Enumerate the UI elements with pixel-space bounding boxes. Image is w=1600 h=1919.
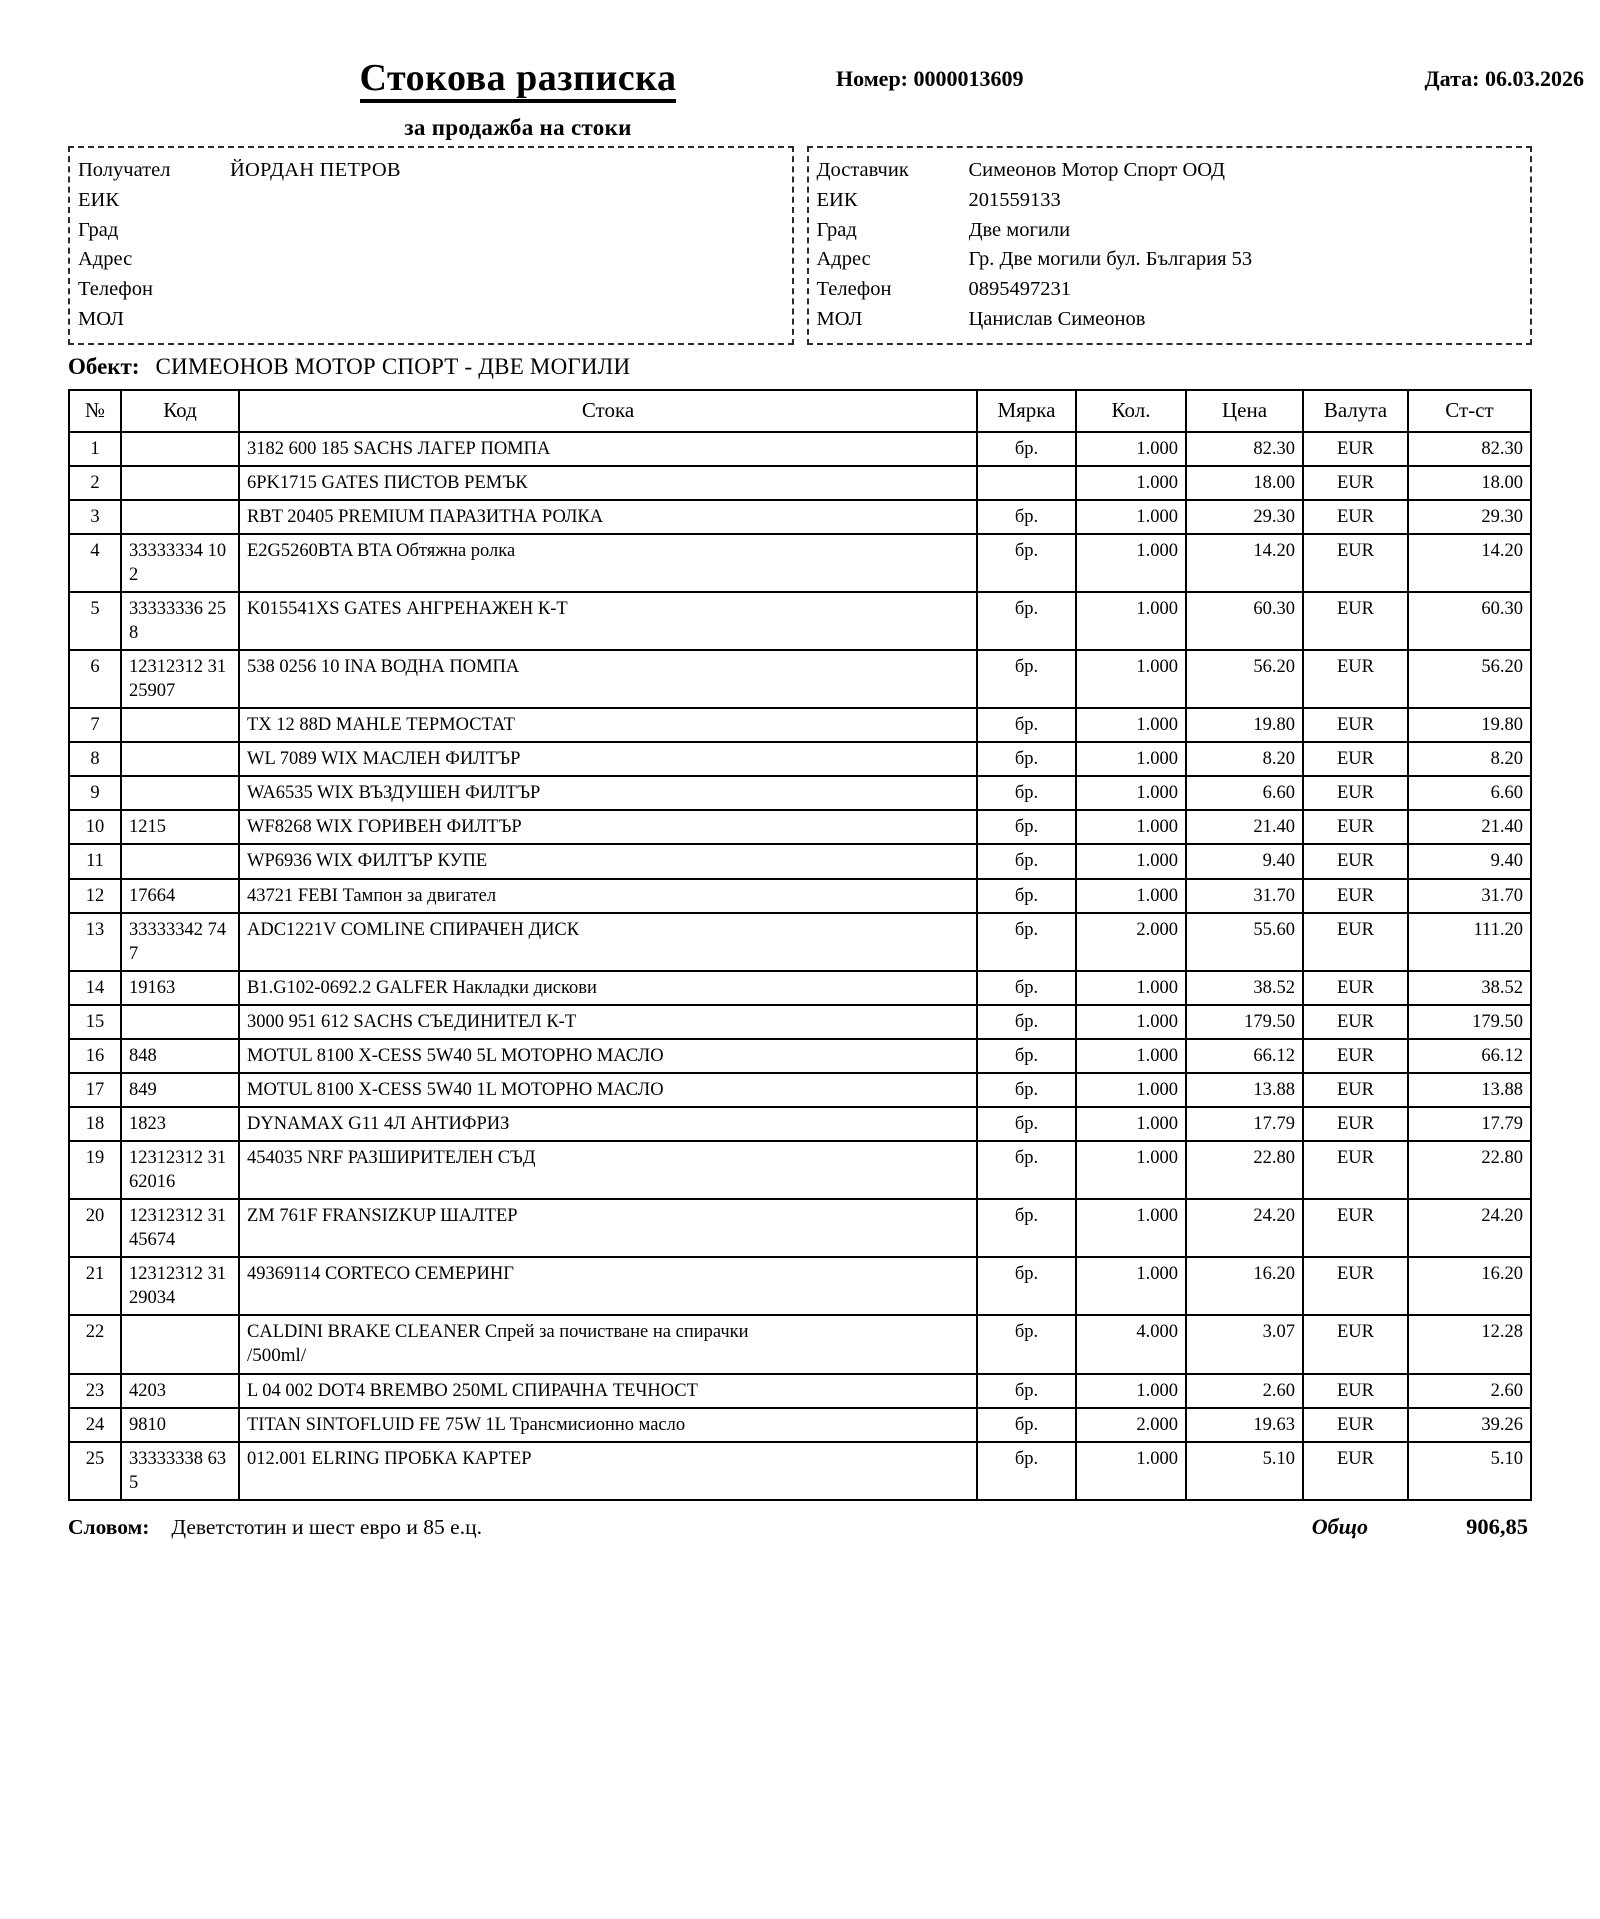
cell-unit: бр. <box>977 650 1076 708</box>
cell-total: 29.30 <box>1408 500 1531 534</box>
cell-total: 24.20 <box>1408 1199 1531 1257</box>
cell-quantity: 1.000 <box>1076 432 1186 466</box>
cell-price: 29.30 <box>1186 500 1303 534</box>
cell-quantity: 1.000 <box>1076 1442 1186 1500</box>
cell-price: 55.60 <box>1186 913 1303 971</box>
supplier-field-eik <box>817 186 1525 216</box>
cell-currency: EUR <box>1303 466 1408 500</box>
recipient-field-city <box>78 216 786 246</box>
cell-price: 17.79 <box>1186 1107 1303 1141</box>
table-row <box>69 913 1531 971</box>
amount-in-words-label: Словом: <box>68 1515 150 1540</box>
recipient-field-name <box>78 156 786 186</box>
supplier-name-value: Симеонов Мотор Спорт ООД <box>968 159 1226 181</box>
cell-quantity: 2.000 <box>1076 913 1186 971</box>
col-header-qty: Кол. <box>1076 390 1186 432</box>
cell-currency: EUR <box>1303 1039 1408 1073</box>
cell-total: 5.10 <box>1408 1442 1531 1500</box>
cell-total: 6.60 <box>1408 776 1531 810</box>
table-row <box>69 844 1531 878</box>
cell-code: 12312312 3129034 <box>121 1257 239 1315</box>
cell-unit: бр. <box>977 432 1076 466</box>
cell-code <box>121 844 239 878</box>
recipient-mol-label: МОЛ <box>78 308 124 331</box>
cell-code: 12312312 3125907 <box>121 650 239 708</box>
cell-goods: 454035 NRF РАЗШИРИТЕЛЕН СЪД <box>239 1141 977 1199</box>
table-row <box>69 810 1531 844</box>
cell-quantity: 1.000 <box>1076 1374 1186 1408</box>
cell-code: 33333334 102 <box>121 534 239 592</box>
cell-quantity: 1.000 <box>1076 1073 1186 1107</box>
title-block <box>238 58 798 141</box>
cell-unit: бр. <box>977 1199 1076 1257</box>
cell-unit: бр. <box>977 1107 1076 1141</box>
table-row <box>69 432 1531 466</box>
cell-quantity: 2.000 <box>1076 1408 1186 1442</box>
cell-quantity: 1.000 <box>1076 776 1186 810</box>
cell-price: 66.12 <box>1186 1039 1303 1073</box>
cell-goods: CALDINI BRAKE CLEANER Спрей за почистване на спирачки /500ml/ <box>239 1315 977 1374</box>
cell-price: 19.80 <box>1186 708 1303 742</box>
cell-price: 13.88 <box>1186 1073 1303 1107</box>
cell-code: 12312312 3145674 <box>121 1199 239 1257</box>
table-row <box>69 971 1531 1005</box>
cell-total: 60.30 <box>1408 592 1531 650</box>
recipient-field-address <box>78 245 786 275</box>
cell-price: 179.50 <box>1186 1005 1303 1039</box>
cell-unit: бр. <box>977 913 1076 971</box>
cell-quantity: 1.000 <box>1076 1141 1186 1199</box>
document-header <box>68 0 1584 141</box>
cell-no: 19 <box>69 1141 121 1199</box>
cell-code: 1823 <box>121 1107 239 1141</box>
cell-code: 33333342 747 <box>121 913 239 971</box>
col-header-currency: Валута <box>1303 390 1408 432</box>
cell-total: 14.20 <box>1408 534 1531 592</box>
cell-currency: EUR <box>1303 1315 1408 1374</box>
cell-price: 38.52 <box>1186 971 1303 1005</box>
table-row <box>69 1199 1531 1257</box>
object-label: Обект: <box>68 353 140 379</box>
cell-unit: бр. <box>977 534 1076 592</box>
cell-currency: EUR <box>1303 1141 1408 1199</box>
cell-quantity: 1.000 <box>1076 1005 1186 1039</box>
cell-quantity: 1.000 <box>1076 844 1186 878</box>
cell-currency: EUR <box>1303 913 1408 971</box>
cell-goods: ZM 761F FRANSIZKUP ШАЛТЕР <box>239 1199 977 1257</box>
table-row <box>69 776 1531 810</box>
cell-goods: E2G5260BTA BTA Обтяжна ролка <box>239 534 977 592</box>
cell-goods: 3182 600 185 SACHS ЛАГЕР ПОМПА <box>239 432 977 466</box>
supplier-address-label: Адрес <box>816 248 871 271</box>
cell-price: 21.40 <box>1186 810 1303 844</box>
recipient-box <box>68 146 794 345</box>
cell-unit: бр. <box>977 1005 1076 1039</box>
cell-goods: 6PK1715 GATES ПИСТОВ РЕМЪК <box>239 466 977 500</box>
cell-goods: L 04 002 DOT4 BREMBO 250ML СПИРАЧНА ТЕЧНОСТ <box>239 1374 977 1408</box>
cell-goods: WP6936 WIX ФИЛТЪР КУПЕ <box>239 844 977 878</box>
cell-no: 23 <box>69 1374 121 1408</box>
cell-code: 848 <box>121 1039 239 1073</box>
document-number-value: 0000013609 <box>913 66 1024 91</box>
cell-price: 9.40 <box>1186 844 1303 878</box>
cell-unit: бр. <box>977 1374 1076 1408</box>
recipient-field-phone <box>78 275 786 305</box>
table-row <box>69 500 1531 534</box>
cell-goods: WL 7089 WIX МАСЛЕН ФИЛТЪР <box>239 742 977 776</box>
cell-currency: EUR <box>1303 534 1408 592</box>
table-row <box>69 650 1531 708</box>
cell-unit: бр. <box>977 1141 1076 1199</box>
cell-total: 21.40 <box>1408 810 1531 844</box>
cell-goods: 43721 FEBI Тампон за двигател <box>239 879 977 913</box>
cell-code <box>121 466 239 500</box>
cell-code <box>121 776 239 810</box>
cell-code: 849 <box>121 1073 239 1107</box>
items-table-body <box>69 432 1531 1500</box>
recipient-address-label: Адрес <box>78 248 133 271</box>
amount-in-words-value: Деветстотин и шест евро и 85 е.ц. <box>171 1515 482 1540</box>
cell-no: 5 <box>69 592 121 650</box>
cell-no: 18 <box>69 1107 121 1141</box>
cell-currency: EUR <box>1303 879 1408 913</box>
object-value: СИМЕОНОВ МОТОР СПОРТ - ДВЕ МОГИЛИ <box>155 353 631 379</box>
supplier-field-city <box>817 216 1525 246</box>
cell-goods-line2: /500ml/ <box>247 1345 307 1367</box>
cell-currency: EUR <box>1303 1257 1408 1315</box>
cell-currency: EUR <box>1303 1374 1408 1408</box>
supplier-box <box>807 146 1533 345</box>
cell-price: 16.20 <box>1186 1257 1303 1315</box>
cell-no: 16 <box>69 1039 121 1073</box>
cell-price: 6.60 <box>1186 776 1303 810</box>
cell-price: 22.80 <box>1186 1141 1303 1199</box>
cell-no: 6 <box>69 650 121 708</box>
cell-currency: EUR <box>1303 810 1408 844</box>
recipient-city-value <box>230 216 786 246</box>
cell-total: 2.60 <box>1408 1374 1531 1408</box>
cell-unit <box>977 466 1076 500</box>
cell-price: 14.20 <box>1186 534 1303 592</box>
recipient-field-eik <box>78 186 786 216</box>
cell-unit: бр. <box>977 1073 1076 1107</box>
supplier-eik-value: 201559133 <box>968 188 1061 211</box>
cell-no: 24 <box>69 1408 121 1442</box>
cell-no: 1 <box>69 432 121 466</box>
table-row <box>69 1073 1531 1107</box>
cell-price: 56.20 <box>1186 650 1303 708</box>
cell-total: 16.20 <box>1408 1257 1531 1315</box>
document-number <box>836 66 1024 92</box>
cell-unit: бр. <box>977 708 1076 742</box>
cell-unit: бр. <box>977 1442 1076 1500</box>
cell-no: 4 <box>69 534 121 592</box>
cell-total: 17.79 <box>1408 1107 1531 1141</box>
document-date-value: 06.03.2026 <box>1485 66 1584 91</box>
cell-unit: бр. <box>977 971 1076 1005</box>
cell-price: 5.10 <box>1186 1442 1303 1500</box>
items-header-row <box>69 390 1531 432</box>
cell-currency: EUR <box>1303 1442 1408 1500</box>
cell-code <box>121 708 239 742</box>
supplier-eik-label: ЕИК <box>816 188 858 211</box>
cell-currency: EUR <box>1303 650 1408 708</box>
cell-code <box>121 500 239 534</box>
cell-unit: бр. <box>977 879 1076 913</box>
cell-unit: бр. <box>977 742 1076 776</box>
cell-code: 12312312 3162016 <box>121 1141 239 1199</box>
supplier-mol-label: МОЛ <box>816 308 863 331</box>
cell-unit: бр. <box>977 1408 1076 1442</box>
cell-code: 17664 <box>121 879 239 913</box>
cell-currency: EUR <box>1303 708 1408 742</box>
cell-no: 25 <box>69 1442 121 1500</box>
cell-quantity: 1.000 <box>1076 500 1186 534</box>
cell-currency: EUR <box>1303 1073 1408 1107</box>
cell-total: 8.20 <box>1408 742 1531 776</box>
cell-quantity: 1.000 <box>1076 534 1186 592</box>
cell-no: 8 <box>69 742 121 776</box>
cell-price: 18.00 <box>1186 466 1303 500</box>
grand-total-label: Общо <box>1311 1514 1368 1540</box>
cell-quantity: 1.000 <box>1076 592 1186 650</box>
party-info-section <box>68 146 1532 345</box>
cell-price: 31.70 <box>1186 879 1303 913</box>
table-row <box>69 1107 1531 1141</box>
table-row <box>69 708 1531 742</box>
cell-code: 19163 <box>121 971 239 1005</box>
cell-no: 14 <box>69 971 121 1005</box>
cell-currency: EUR <box>1303 432 1408 466</box>
cell-total: 31.70 <box>1408 879 1531 913</box>
recipient-phone-value <box>230 275 786 305</box>
col-header-total: Ст-ст <box>1408 390 1531 432</box>
cell-currency: EUR <box>1303 776 1408 810</box>
items-table-head <box>69 390 1531 432</box>
page-title: Стокова разписка <box>360 58 677 103</box>
col-header-goods: Стока <box>239 390 977 432</box>
cell-currency: EUR <box>1303 500 1408 534</box>
cell-no: 7 <box>69 708 121 742</box>
table-row <box>69 1374 1531 1408</box>
cell-no: 11 <box>69 844 121 878</box>
cell-code <box>121 1315 239 1374</box>
cell-no: 15 <box>69 1005 121 1039</box>
table-row <box>69 1315 1531 1374</box>
cell-currency: EUR <box>1303 592 1408 650</box>
table-row <box>69 879 1531 913</box>
cell-no: 12 <box>69 879 121 913</box>
cell-goods: 49369114 CORTECO СЕМЕРИНГ <box>239 1257 977 1315</box>
cell-total: 66.12 <box>1408 1039 1531 1073</box>
table-row <box>69 534 1531 592</box>
cell-goods: WA6535 WIX ВЪЗДУШЕН ФИЛТЪР <box>239 776 977 810</box>
object-line <box>68 354 1532 380</box>
cell-quantity: 1.000 <box>1076 708 1186 742</box>
cell-currency: EUR <box>1303 1107 1408 1141</box>
recipient-field-mol <box>78 305 786 335</box>
cell-unit: бр. <box>977 1315 1076 1374</box>
cell-goods: WF8268 WIX ГОРИВЕН ФИЛТЪР <box>239 810 977 844</box>
document-meta <box>808 66 1598 92</box>
cell-no: 17 <box>69 1073 121 1107</box>
recipient-phone-label: Телефон <box>78 278 153 301</box>
cell-goods: B1.G102-0692.2 GALFER Накладки дискови <box>239 971 977 1005</box>
cell-goods: 012.001 ELRING ПРОБКА КАРТЕР <box>239 1442 977 1500</box>
cell-quantity: 1.000 <box>1076 879 1186 913</box>
recipient-eik-label: ЕИК <box>78 188 119 211</box>
col-header-price: Цена <box>1186 390 1303 432</box>
cell-quantity: 1.000 <box>1076 971 1186 1005</box>
cell-total: 56.20 <box>1408 650 1531 708</box>
col-header-no: № <box>69 390 121 432</box>
supplier-phone-value: 0895497231 <box>968 278 1071 301</box>
cell-quantity: 1.000 <box>1076 1039 1186 1073</box>
cell-total: 111.20 <box>1408 913 1531 971</box>
cell-price: 8.20 <box>1186 742 1303 776</box>
cell-no: 13 <box>69 913 121 971</box>
cell-total: 38.52 <box>1408 971 1531 1005</box>
cell-total: 82.30 <box>1408 432 1531 466</box>
cell-quantity: 1.000 <box>1076 742 1186 776</box>
cell-unit: бр. <box>977 1257 1076 1315</box>
cell-code: 9810 <box>121 1408 239 1442</box>
cell-unit: бр. <box>977 844 1076 878</box>
cell-price: 24.20 <box>1186 1199 1303 1257</box>
cell-price: 19.63 <box>1186 1408 1303 1442</box>
supplier-city-value: Две могили <box>968 218 1071 241</box>
cell-code: 4203 <box>121 1374 239 1408</box>
cell-total: 39.26 <box>1408 1408 1531 1442</box>
cell-total: 19.80 <box>1408 708 1531 742</box>
cell-quantity: 1.000 <box>1076 1107 1186 1141</box>
supplier-field-mol <box>817 305 1525 335</box>
table-row <box>69 1257 1531 1315</box>
cell-unit: бр. <box>977 776 1076 810</box>
cell-code <box>121 1005 239 1039</box>
recipient-city-label: Град <box>78 218 119 241</box>
cell-no: 10 <box>69 810 121 844</box>
cell-unit: бр. <box>977 500 1076 534</box>
supplier-mol-value: Цанислав Симеонов <box>968 308 1146 331</box>
cell-code <box>121 742 239 776</box>
cell-goods: TITAN SINTOFLUID FE 75W 1L Трансмисионно масло <box>239 1408 977 1442</box>
col-header-code: Код <box>121 390 239 432</box>
cell-goods: TX 12 88D MAHLE ТЕРМОСТАТ <box>239 708 977 742</box>
cell-price: 3.07 <box>1186 1315 1303 1374</box>
supplier-field-phone <box>817 275 1525 305</box>
recipient-mol-value <box>230 305 786 335</box>
document-date <box>1425 66 1584 92</box>
cell-no: 9 <box>69 776 121 810</box>
table-row <box>69 1005 1531 1039</box>
supplier-name-label: Доставчик <box>816 159 909 181</box>
cell-quantity: 4.000 <box>1076 1315 1186 1374</box>
cell-goods: K015541XS GATES АНГРЕНАЖЕН К-Т <box>239 592 977 650</box>
document-date-label: Дата: <box>1424 66 1480 91</box>
cell-quantity: 1.000 <box>1076 810 1186 844</box>
cell-total: 22.80 <box>1408 1141 1531 1199</box>
cell-goods: DYNAMAX G11 4Л АНТИФРИЗ <box>239 1107 977 1141</box>
recipient-name-label: Получател <box>78 159 171 181</box>
cell-code: 33333336 258 <box>121 592 239 650</box>
cell-total: 18.00 <box>1408 466 1531 500</box>
cell-goods: 538 0256 10 INA ВОДНА ПОМПА <box>239 650 977 708</box>
cell-currency: EUR <box>1303 1408 1408 1442</box>
cell-no: 2 <box>69 466 121 500</box>
cell-unit: бр. <box>977 592 1076 650</box>
cell-currency: EUR <box>1303 844 1408 878</box>
cell-code: 33333338 635 <box>121 1442 239 1500</box>
items-table <box>68 389 1532 1501</box>
supplier-address-value: Гр. Две могили бул. България 53 <box>968 248 1253 271</box>
cell-total: 12.28 <box>1408 1315 1531 1374</box>
cell-goods: ADC1221V COMLINE СПИРАЧЕН ДИСК <box>239 913 977 971</box>
cell-quantity: 1.000 <box>1076 466 1186 500</box>
recipient-eik-value <box>230 186 786 216</box>
cell-currency: EUR <box>1303 1005 1408 1039</box>
supplier-city-label: Град <box>816 218 857 241</box>
cell-no: 21 <box>69 1257 121 1315</box>
cell-price: 2.60 <box>1186 1374 1303 1408</box>
cell-code <box>121 432 239 466</box>
table-row <box>69 1408 1531 1442</box>
page-subtitle: за продажба на стоки <box>404 115 632 141</box>
cell-total: 13.88 <box>1408 1073 1531 1107</box>
cell-currency: EUR <box>1303 971 1408 1005</box>
summary-footer <box>68 1514 1532 1540</box>
cell-price: 60.30 <box>1186 592 1303 650</box>
supplier-field-name <box>817 156 1525 186</box>
cell-quantity: 1.000 <box>1076 1257 1186 1315</box>
cell-code: 1215 <box>121 810 239 844</box>
cell-unit: бр. <box>977 810 1076 844</box>
table-row <box>69 1141 1531 1199</box>
table-row <box>69 1039 1531 1073</box>
cell-goods: MOTUL 8100 X-CESS 5W40 1L МОТОРНО МАСЛО <box>239 1073 977 1107</box>
table-row <box>69 1442 1531 1500</box>
cell-price: 82.30 <box>1186 432 1303 466</box>
col-header-unit: Мярка <box>977 390 1076 432</box>
grand-total-value: 906,85 <box>1466 1514 1528 1540</box>
cell-quantity: 1.000 <box>1076 650 1186 708</box>
cell-currency: EUR <box>1303 742 1408 776</box>
supplier-field-address <box>817 245 1525 275</box>
cell-goods: MOTUL 8100 X-CESS 5W40 5L МОТОРНО МАСЛО <box>239 1039 977 1073</box>
supplier-phone-label: Телефон <box>816 278 892 301</box>
table-row <box>69 466 1531 500</box>
cell-goods: RBT 20405 PREMIUM ПАРАЗИТНА РОЛКА <box>239 500 977 534</box>
cell-unit: бр. <box>977 1039 1076 1073</box>
cell-no: 3 <box>69 500 121 534</box>
cell-no: 20 <box>69 1199 121 1257</box>
recipient-address-value <box>230 245 786 275</box>
table-row <box>69 742 1531 776</box>
table-row <box>69 592 1531 650</box>
cell-quantity: 1.000 <box>1076 1199 1186 1257</box>
cell-total: 179.50 <box>1408 1005 1531 1039</box>
cell-goods: 3000 951 612 SACHS СЪЕДИНИТЕЛ К-Т <box>239 1005 977 1039</box>
recipient-name-value: ЙОРДАН ПЕТРОВ <box>230 159 401 181</box>
cell-total: 9.40 <box>1408 844 1531 878</box>
cell-currency: EUR <box>1303 1199 1408 1257</box>
cell-no: 22 <box>69 1315 121 1374</box>
document-number-label: Номер: <box>836 66 909 91</box>
